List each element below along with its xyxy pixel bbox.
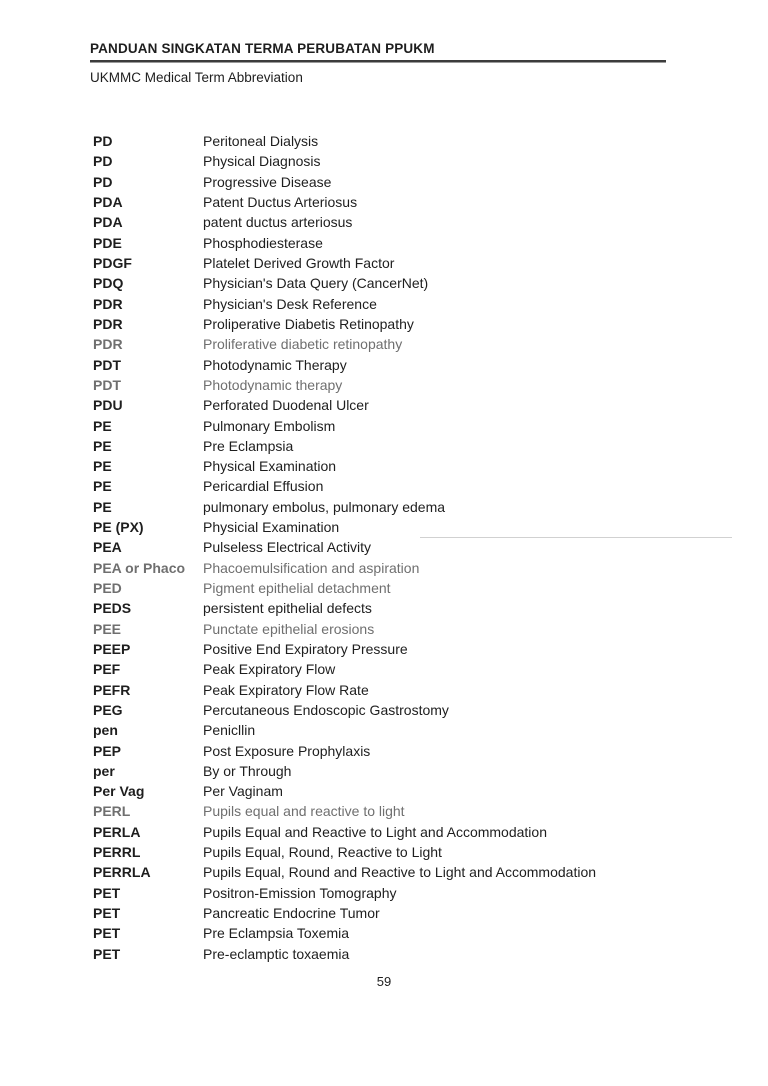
abbreviation-meaning: Proliperative Diabetis Retinopathy	[203, 315, 414, 332]
abbreviation-row	[93, 862, 733, 882]
abbreviation-row	[93, 151, 733, 171]
abbreviation-term: PERLA	[93, 823, 141, 840]
abbreviation-row	[93, 883, 733, 903]
abbreviation-meaning: persistent epithelial defects	[203, 600, 372, 617]
abbreviation-row	[93, 578, 733, 598]
abbreviation-term: PE	[93, 417, 112, 434]
abbreviation-term: PDA	[93, 194, 123, 211]
abbreviation-meaning: Physical Diagnosis	[203, 153, 321, 170]
abbreviation-row	[93, 375, 733, 395]
abbreviation-meaning: Pupils Equal and Reactive to Light and Accommodation	[203, 823, 547, 840]
abbreviation-row	[93, 598, 733, 618]
abbreviation-row	[93, 720, 733, 740]
abbreviation-meaning: Pre-eclamptic toxaemia	[203, 945, 350, 962]
abbreviation-term: PEEP	[93, 640, 131, 657]
abbreviation-row	[93, 172, 733, 192]
abbreviation-row	[93, 192, 733, 212]
abbreviation-row	[93, 354, 733, 374]
abbreviation-meaning: Positron-Emission Tomography	[203, 884, 397, 901]
abbreviation-list	[93, 131, 733, 964]
abbreviation-meaning: Physicial Examination	[203, 519, 340, 536]
abbreviation-row	[93, 456, 733, 476]
abbreviation-meaning: Pancreatic Endocrine Tumor	[203, 905, 380, 922]
abbreviation-meaning: Pericardial Effusion	[203, 478, 324, 495]
scan-artifact-line	[420, 537, 732, 538]
abbreviation-meaning: Punctate epithelial erosions	[203, 620, 375, 637]
abbreviation-row	[93, 314, 733, 334]
abbreviation-term: PDR	[93, 315, 123, 332]
abbreviation-meaning: Pupils Equal, Round and Reactive to Light and Accommodation	[203, 864, 597, 881]
abbreviation-term: PEA or Phaco	[93, 559, 186, 576]
abbreviation-term: PEE	[93, 620, 122, 637]
abbreviation-term: PDA	[93, 214, 123, 231]
abbreviation-term: PET	[93, 905, 121, 922]
abbreviation-row	[93, 801, 733, 821]
abbreviation-row	[93, 131, 733, 151]
abbreviation-meaning: Phacoemulsification and aspiration	[203, 559, 420, 576]
abbreviation-row	[93, 679, 733, 699]
abbreviation-term: PDU	[93, 397, 123, 414]
page-number: 59	[376, 974, 392, 989]
abbreviation-meaning: Percutaneous Endoscopic Gastrostomy	[203, 701, 449, 718]
abbreviation-term: PEA	[93, 539, 122, 556]
abbreviation-row	[93, 537, 733, 557]
page-header	[90, 41, 666, 85]
abbreviation-row	[93, 619, 733, 639]
abbreviation-term: PDE	[93, 234, 122, 251]
abbreviation-row	[93, 781, 733, 801]
abbreviation-row	[93, 842, 733, 862]
abbreviation-meaning: By or Through	[203, 762, 292, 779]
abbreviation-meaning: Patent Ductus Arteriosus	[203, 194, 358, 211]
abbreviation-row	[93, 740, 733, 760]
abbreviation-term: PD	[93, 133, 113, 150]
abbreviation-row	[93, 639, 733, 659]
abbreviation-term: PET	[93, 884, 121, 901]
abbreviation-meaning: Peak Expiratory Flow Rate	[203, 681, 369, 698]
abbreviation-meaning: Platelet Derived Growth Factor	[203, 255, 395, 272]
abbreviation-meaning: Pupils equal and reactive to light	[203, 803, 405, 820]
abbreviation-meaning: Phosphodiesterase	[203, 234, 323, 251]
abbreviation-term: pen	[93, 722, 118, 739]
abbreviation-row	[93, 700, 733, 720]
abbreviation-meaning: Pigment epithelial detachment	[203, 580, 391, 597]
abbreviation-meaning: patent ductus arteriosus	[203, 214, 353, 231]
abbreviation-term: PE (PX)	[93, 519, 144, 536]
abbreviation-meaning: Physician's Desk Reference	[203, 295, 377, 312]
abbreviation-meaning: pulmonary embolus, pulmonary edema	[203, 498, 446, 515]
abbreviation-meaning: Progressive Disease	[203, 173, 332, 190]
abbreviation-term: PEDS	[93, 600, 132, 617]
abbreviation-meaning: Post Exposure Prophylaxis	[203, 742, 371, 759]
abbreviation-row	[93, 558, 733, 578]
abbreviation-meaning: Pre Eclampsia Toxemia	[203, 925, 350, 942]
abbreviation-meaning: Photodynamic therapy	[203, 376, 343, 393]
abbreviation-row	[93, 233, 733, 253]
abbreviation-meaning: Per Vaginam	[203, 783, 283, 800]
abbreviation-row	[93, 334, 733, 354]
abbreviation-term: PE	[93, 437, 112, 454]
abbreviation-term: PED	[93, 580, 122, 597]
abbreviation-row	[93, 476, 733, 496]
document-subtitle: UKMMC Medical Term Abbreviation	[90, 70, 303, 85]
abbreviation-term: PDQ	[93, 275, 124, 292]
abbreviation-term: PDGF	[93, 255, 132, 272]
page-footer	[0, 974, 768, 989]
abbreviation-row	[93, 294, 733, 314]
abbreviation-meaning: Penicllin	[203, 722, 256, 739]
abbreviation-meaning: Pulmonary Embolism	[203, 417, 336, 434]
abbreviation-term: PEF	[93, 661, 121, 678]
abbreviation-meaning: Pulseless Electrical Activity	[203, 539, 372, 556]
abbreviation-meaning: Positive End Expiratory Pressure	[203, 640, 408, 657]
abbreviation-row	[93, 944, 733, 964]
abbreviation-row	[93, 761, 733, 781]
abbreviation-meaning: Photodynamic Therapy	[203, 356, 347, 373]
abbreviation-term: PE	[93, 458, 112, 475]
abbreviation-row	[93, 659, 733, 679]
abbreviation-term: PET	[93, 925, 121, 942]
abbreviation-meaning: Proliferative diabetic retinopathy	[203, 336, 403, 353]
abbreviation-row	[93, 415, 733, 435]
abbreviation-term: PEFR	[93, 681, 131, 698]
abbreviation-term: PD	[93, 173, 113, 190]
abbreviation-meaning: Peak Expiratory Flow	[203, 661, 336, 678]
abbreviation-term: PEP	[93, 742, 122, 759]
abbreviation-meaning: Perforated Duodenal Ulcer	[203, 397, 369, 414]
abbreviation-row	[93, 923, 733, 943]
abbreviation-term: PDT	[93, 376, 121, 393]
abbreviation-row	[93, 436, 733, 456]
abbreviation-term: Per Vag	[93, 783, 145, 800]
abbreviation-meaning: Pre Eclampsia	[203, 437, 294, 454]
abbreviation-term: PE	[93, 498, 112, 515]
abbreviation-term: PERRLA	[93, 864, 151, 881]
abbreviation-term: PDT	[93, 356, 121, 373]
abbreviation-term: PDR	[93, 295, 123, 312]
abbreviation-row	[93, 822, 733, 842]
abbreviation-term: PET	[93, 945, 121, 962]
abbreviation-row	[93, 395, 733, 415]
abbreviation-term: per	[93, 762, 115, 779]
abbreviation-meaning: Physical Examination	[203, 458, 337, 475]
abbreviation-row	[93, 212, 733, 232]
abbreviation-term: PD	[93, 153, 113, 170]
abbreviation-row	[93, 253, 733, 273]
document-title: PANDUAN SINGKATAN TERMA PERUBATAN PPUKM	[90, 41, 435, 56]
abbreviation-row	[93, 273, 733, 293]
header-rule	[90, 60, 666, 63]
abbreviation-meaning: Pupils Equal, Round, Reactive to Light	[203, 844, 442, 861]
abbreviation-term: PERRL	[93, 844, 141, 861]
abbreviation-term: PE	[93, 478, 112, 495]
abbreviation-row	[93, 517, 733, 537]
abbreviation-meaning: Peritoneal Dialysis	[203, 133, 319, 150]
abbreviation-term: PDR	[93, 336, 123, 353]
abbreviation-meaning: Physician's Data Query (CancerNet)	[203, 275, 429, 292]
abbreviation-term: PEG	[93, 701, 123, 718]
abbreviation-row	[93, 903, 733, 923]
abbreviation-row	[93, 497, 733, 517]
abbreviation-term: PERL	[93, 803, 131, 820]
